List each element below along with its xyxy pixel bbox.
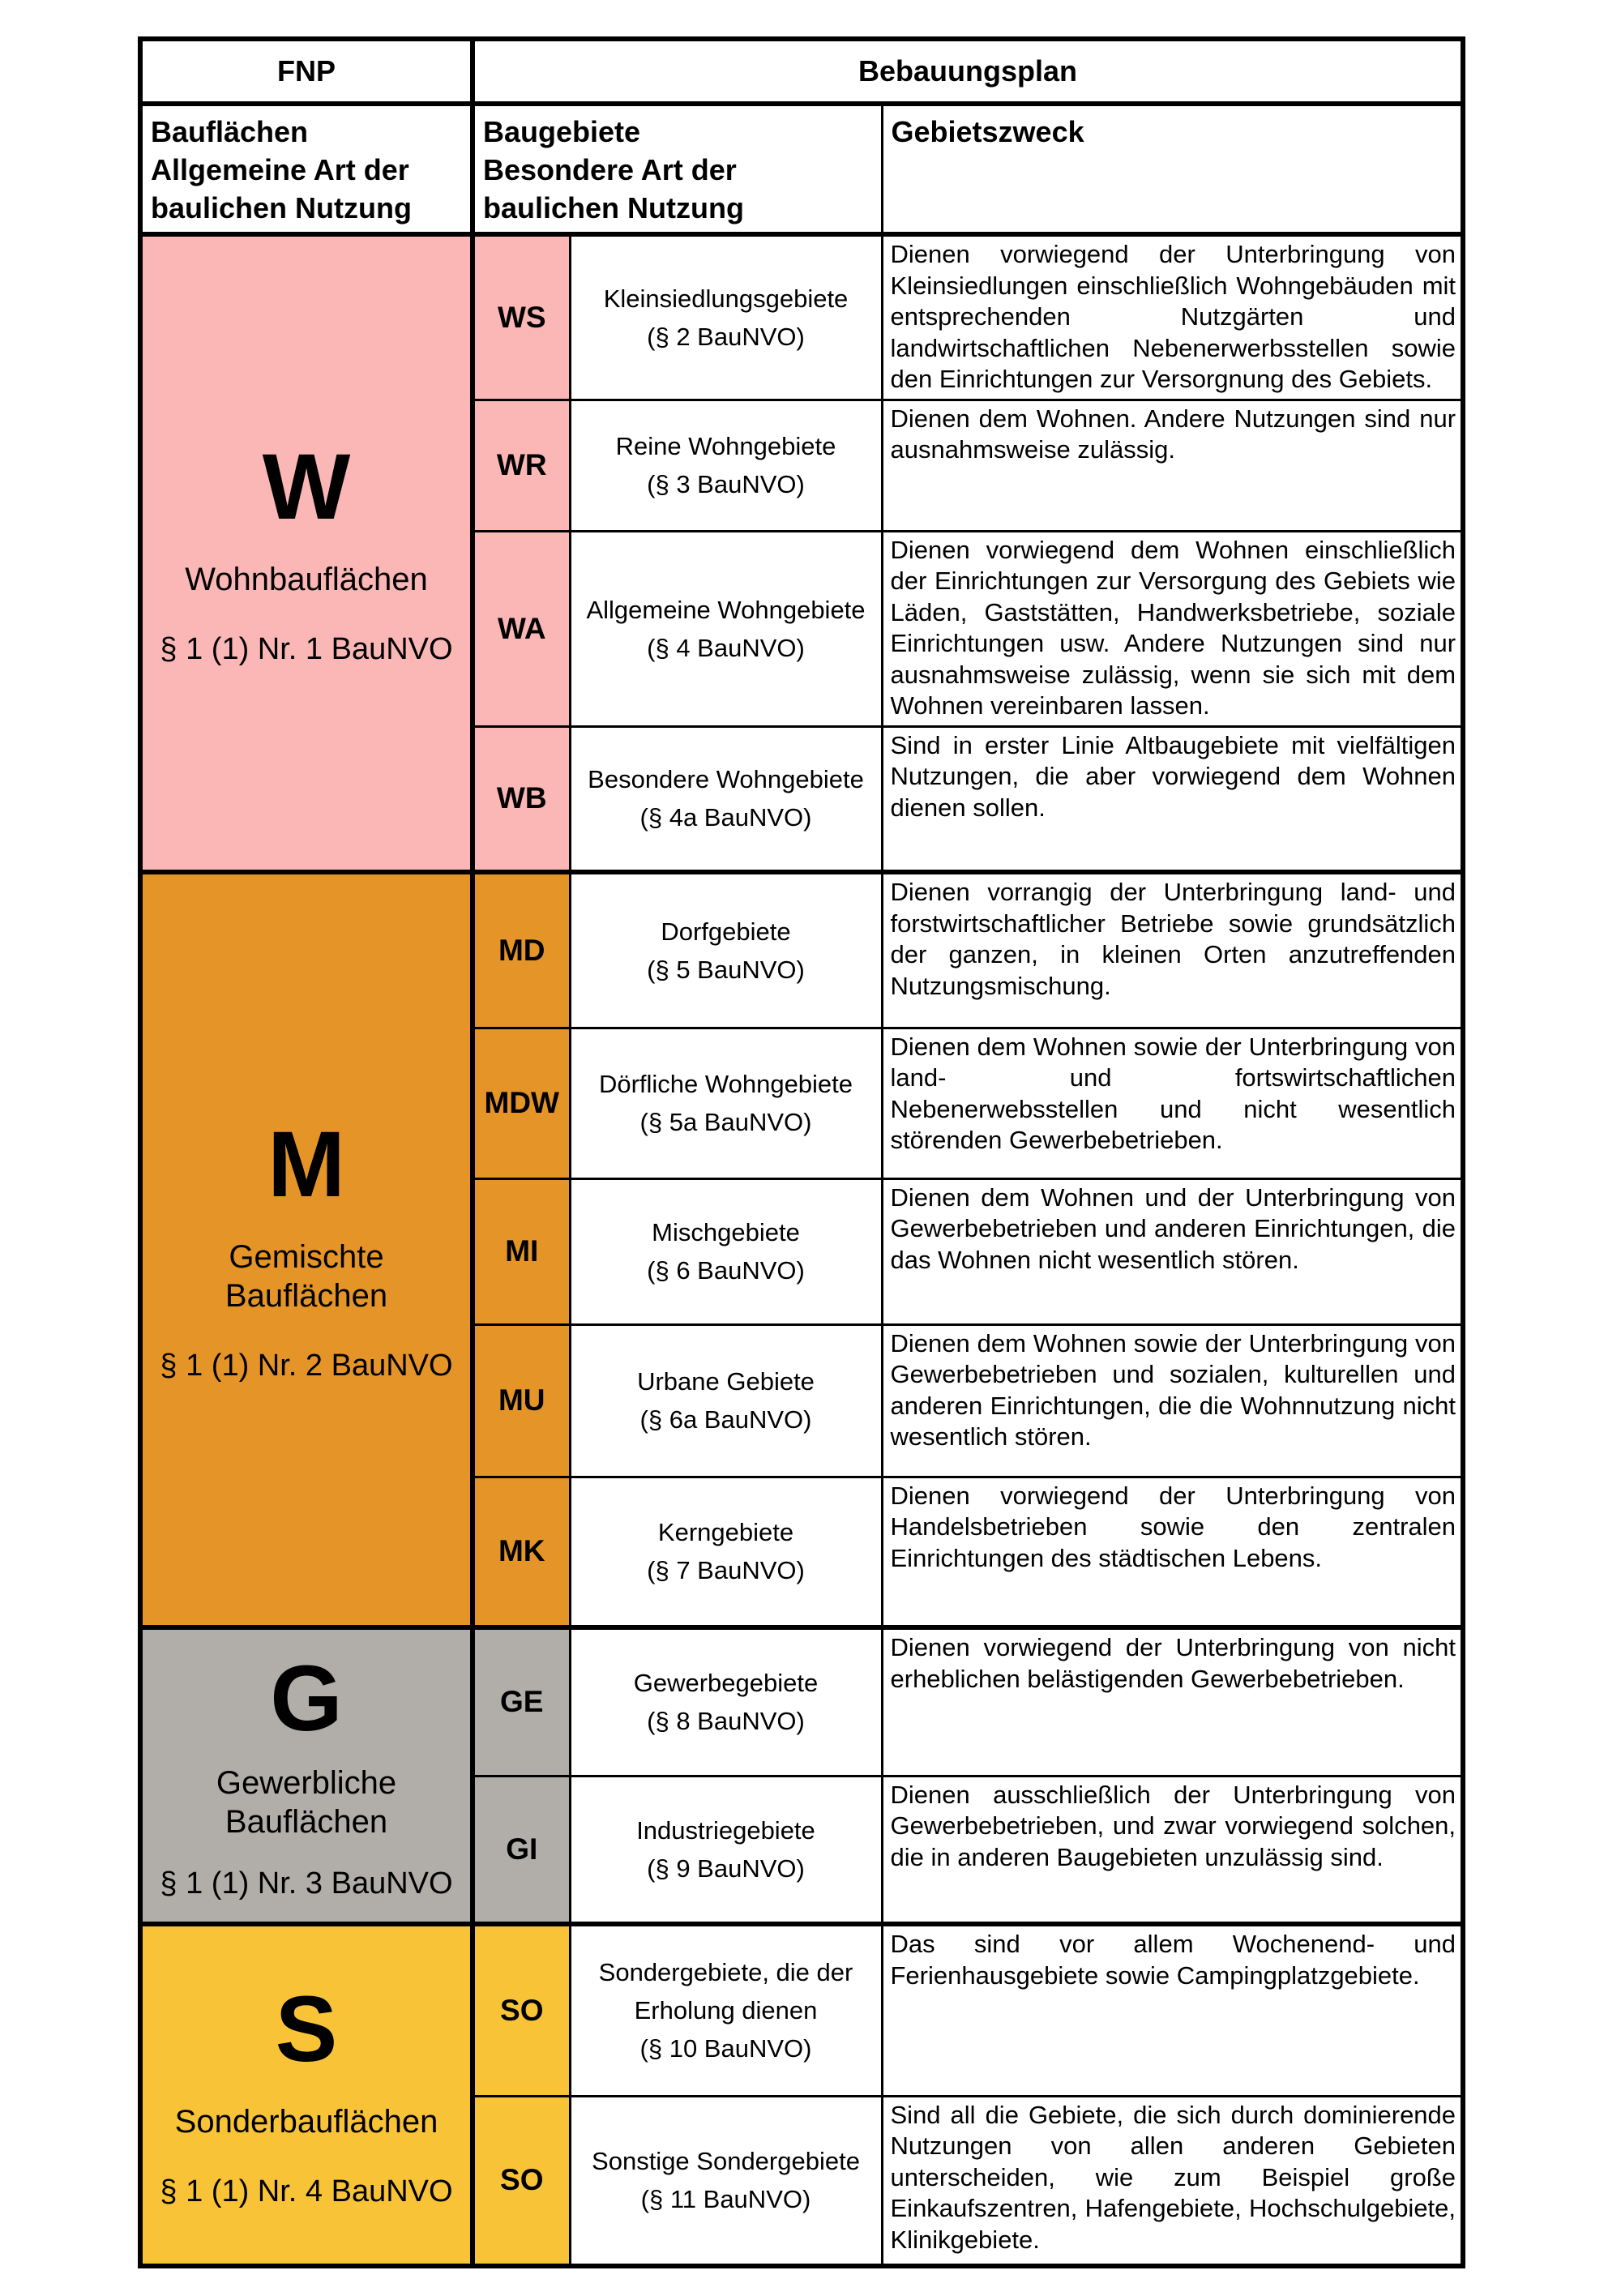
- header-bauflaechen-line3: baulichen Nutzung: [151, 191, 412, 224]
- section-cell-w: [140, 234, 473, 872]
- name-mk: Kerngebiete: [657, 1518, 794, 1547]
- section-g-content: [143, 1646, 470, 1902]
- purpose-cell-mu: Dienen dem Wohnen sowie der Unterbringung von Gewerbebetrieben und sozialen, kulturellen und anderen Einrichtungen, die die Wohnnutzung nicht wesentlich stören.: [882, 1324, 1463, 1477]
- code-cell-wr: WR: [473, 400, 570, 531]
- law-wb: (§ 4a BauNVO): [639, 803, 812, 832]
- name-cell-so1: [570, 1924, 882, 2096]
- header-bauflaechen-line2: Allgemeine Art der: [151, 153, 409, 186]
- law-so2: (§ 11 BauNVO): [640, 2185, 811, 2214]
- name-wa: Allgemeine Wohngebiete: [586, 595, 866, 624]
- law-mdw: (§ 5a BauNVO): [639, 1108, 812, 1136]
- name-ge: Gewerbegebiete: [633, 1669, 819, 1698]
- law-mu: (§ 6a BauNVO): [639, 1405, 812, 1434]
- header-bebauungsplan: Bebauungsplan: [473, 39, 1463, 104]
- code-cell-wb: WB: [473, 726, 570, 872]
- name-md: Dorfgebiete: [661, 917, 791, 946]
- name-wb: Besondere Wohngebiete: [588, 765, 864, 794]
- section-s-letter: S: [275, 1977, 338, 2081]
- section-w-name: Wohnbauflächen: [185, 562, 428, 597]
- name-cell-wa: [570, 531, 882, 726]
- code-cell-so2: SO: [473, 2096, 570, 2266]
- purpose-cell-so2: Sind all die Gebiete, die sich durch dominierende Nutzungen von allen anderen Gebieten unterscheiden, wie zum Beispiel große Einkaufszentren, Hafengebiete, Hochschulgebiete, Klinikgebiete.: [882, 2096, 1463, 2266]
- purpose-cell-wb: Sind in erster Linie Altbaugebiete mit vielfältigen Nutzungen, die aber vorwiegend dem Wohnen dienen sollen.: [882, 726, 1463, 872]
- name-so2: Sonstige Sondergebiete: [592, 2147, 860, 2176]
- name-wr: Reine Wohngebiete: [615, 432, 836, 460]
- section-m-name: Gemischte Bauflächen: [225, 1238, 388, 1314]
- code-cell-mk: MK: [473, 1477, 570, 1627]
- section-m-ref: § 1 (1) Nr. 2 BauNVO: [160, 1348, 453, 1383]
- code-cell-gi: GI: [473, 1776, 570, 1924]
- law-mi: (§ 6 BauNVO): [647, 1256, 805, 1285]
- section-m-content: [143, 1112, 470, 1384]
- name-cell-mu: [570, 1324, 882, 1477]
- name-gi: Industriegebiete: [636, 1815, 815, 1845]
- section-w-letter: W: [262, 435, 351, 539]
- section-cell-g: [140, 1627, 473, 1924]
- law-gi: (§ 9 BauNVO): [647, 1853, 805, 1883]
- purpose-cell-ge: Dienen vorwiegend der Unterbringung von nicht erheblichen belästigenden Gewerbebetrieben.: [882, 1627, 1463, 1776]
- header-bauflaechen-line1: Bauflächen: [151, 115, 309, 148]
- name-cell-mdw: [570, 1028, 882, 1178]
- section-m-letter: M: [267, 1112, 345, 1216]
- section-g-name: Gewerbliche Bauflächen: [216, 1764, 397, 1840]
- section-w-content: [143, 435, 470, 668]
- purpose-cell-md: Dienen vorrangig der Unterbringung land- und forstwirtschaftlicher Betriebe sowie grundsätzlich der ganzen, in kleinen Orten anzutreffenden Nutzungsmischung.: [882, 872, 1463, 1028]
- header-baugebiete: [473, 104, 882, 234]
- header-bauflaechen: [140, 104, 473, 234]
- code-cell-mdw: MDW: [473, 1028, 570, 1178]
- header-baugebiete-line2: Besondere Art der: [483, 153, 737, 186]
- section-cell-s: [140, 1924, 473, 2266]
- section-s-name: Sonderbauflächen: [174, 2103, 438, 2140]
- name-cell-mk: [570, 1477, 882, 1627]
- section-cell-m: [140, 872, 473, 1627]
- name-cell-so2: [570, 2096, 882, 2266]
- header-fnp: FNP: [140, 39, 473, 104]
- code-cell-so1: SO: [473, 1924, 570, 2096]
- code-cell-ge: GE: [473, 1627, 570, 1776]
- purpose-cell-so1: Das sind vor allem Wochenend- und Ferienhausgebiete sowie Campingplatzgebiete.: [882, 1924, 1463, 2096]
- purpose-cell-gi: Dienen ausschließlich der Unterbringung von Gewerbebetrieben, und zwar vorwiegend solchen, die in anderen Baugebieten unzulässig sind.: [882, 1776, 1463, 1924]
- section-s-ref: § 1 (1) Nr. 4 BauNVO: [160, 2174, 453, 2208]
- name-cell-wb: [570, 726, 882, 872]
- purpose-cell-mi: Dienen dem Wohnen und der Unterbringung von Gewerbebetrieben und anderen Einrichtungen, die das Wohnen nicht wesentlich stören.: [882, 1178, 1463, 1324]
- section-g-letter: G: [270, 1646, 343, 1751]
- header-gebietszweck: Gebietszweck: [882, 104, 1463, 234]
- law-md: (§ 5 BauNVO): [647, 955, 805, 984]
- name-mi: Mischgebiete: [652, 1218, 800, 1246]
- header-baugebiete-line1: Baugebiete: [483, 115, 641, 148]
- purpose-cell-ws: Dienen vorwiegend der Unterbringung von Kleinsiedlungen einschließlich Wohngebäuden mit entsprechenden Nutzgärten und landwirtschaftlichen Nebenerwerbsstellen sowie den Einrichtungen zur Versorgnung des Gebiets.: [882, 234, 1463, 400]
- header-baugebiete-line3: baulichen Nutzung: [483, 191, 744, 224]
- name-cell-mi: [570, 1178, 882, 1324]
- name-cell-gi: [570, 1776, 882, 1924]
- code-cell-wa: WA: [473, 531, 570, 726]
- law-ws: (§ 2 BauNVO): [647, 322, 805, 351]
- purpose-cell-wr: Dienen dem Wohnen. Andere Nutzungen sind nur ausnahmsweise zulässig.: [882, 400, 1463, 531]
- section-w-ref: § 1 (1) Nr. 1 BauNVO: [160, 632, 453, 666]
- purpose-cell-mk: Dienen vorwiegend der Unterbringung von Handelsbetrieben sowie den zentralen Einrichtungen des städtischen Lebens.: [882, 1477, 1463, 1627]
- law-wa: (§ 4 BauNVO): [647, 633, 805, 662]
- name-mu: Urbane Gebiete: [637, 1367, 815, 1396]
- purpose-cell-mdw: Dienen dem Wohnen sowie der Unterbringung von land- und fortswirtschaftlichen Nebenerwebsstellen und nicht wesentlich störenden Gewerbebetrieben.: [882, 1028, 1463, 1178]
- law-mk: (§ 7 BauNVO): [647, 1556, 805, 1585]
- name-mdw: Dörfliche Wohngebiete: [598, 1070, 853, 1098]
- fnp-bebauungsplan-table: [138, 36, 1465, 2268]
- purpose-cell-wa: Dienen vorwiegend dem Wohnen einschließlich der Einrichtungen zur Versorgung des Gebiets wie Läden, Gaststätten, Handwerksbetriebe, soziale Einrichtungen usw. Andere Nutzungen sind nur ausnahmsweise zulässig, wenn sie sich mit dem Wohnen vereinbaren lassen.: [882, 531, 1463, 726]
- law-ge: (§ 8 BauNVO): [647, 1707, 805, 1736]
- name-ws: Kleinsiedlungsgebiete: [603, 284, 849, 313]
- law-so1: (§ 10 BauNVO): [639, 2034, 812, 2063]
- section-g-ref: § 1 (1) Nr. 3 BauNVO: [160, 1866, 453, 1901]
- law-wr: (§ 3 BauNVO): [647, 470, 805, 498]
- code-cell-md: MD: [473, 872, 570, 1028]
- section-s-content: [143, 1977, 470, 2210]
- code-cell-mu: MU: [473, 1324, 570, 1477]
- name-cell-ws: [570, 234, 882, 400]
- name-cell-ge: [570, 1627, 882, 1776]
- code-cell-mi: MI: [473, 1178, 570, 1324]
- name-cell-md: [570, 872, 882, 1028]
- name-so1: Sondergebiete, die der Erholung dienen: [598, 1958, 853, 2025]
- code-cell-ws: WS: [473, 234, 570, 400]
- name-cell-wr: [570, 400, 882, 531]
